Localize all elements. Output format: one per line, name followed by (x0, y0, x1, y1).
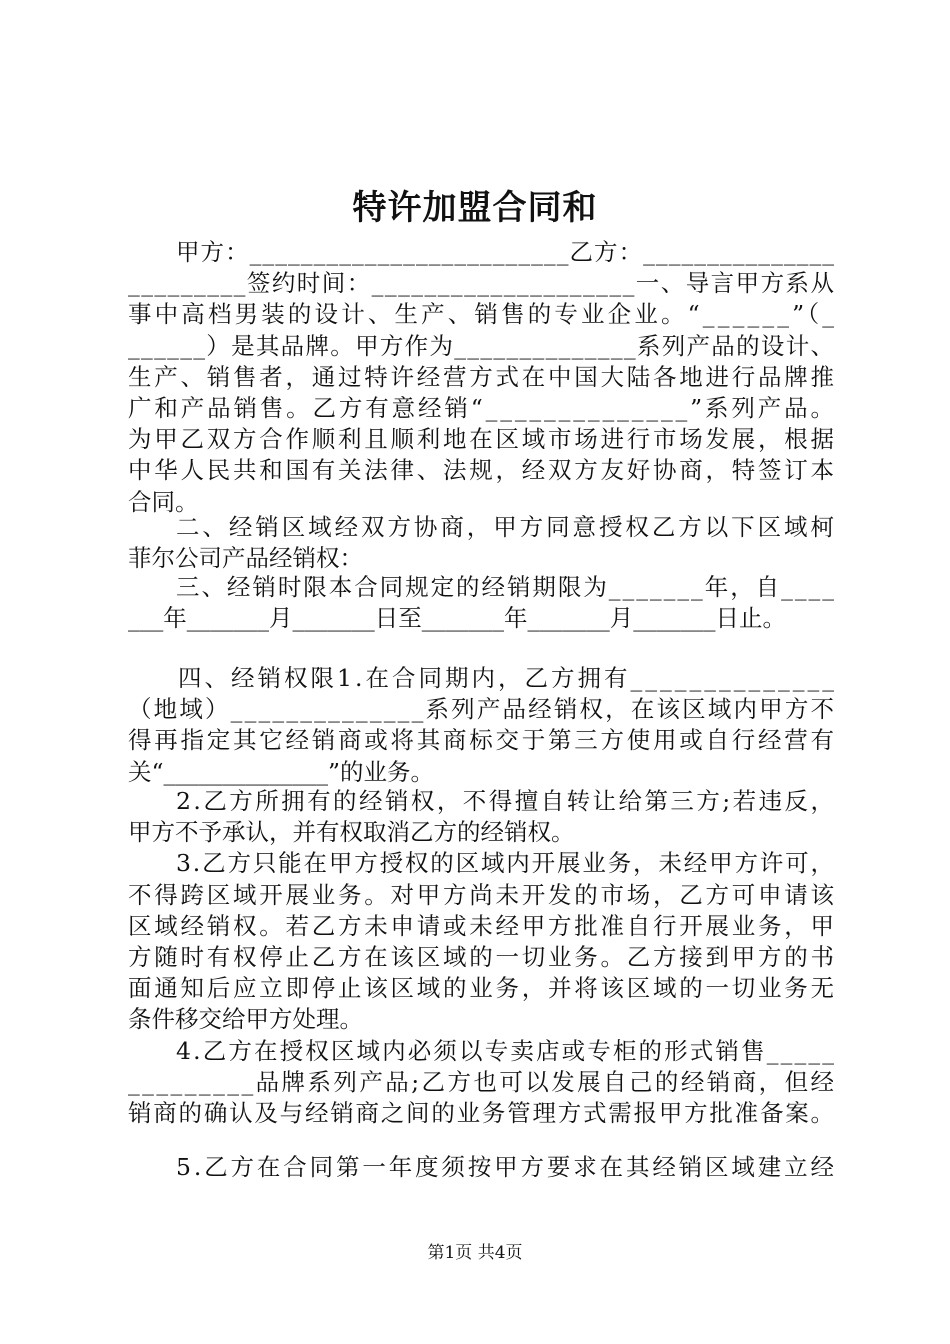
section-four (128, 663, 838, 788)
section-clauses (128, 786, 837, 1129)
text-line: 甲方不予承认，并有权取消乙方的经销权。 (128, 818, 575, 847)
text-line: _________品牌系列产品;乙方也可以发展自己的经销商，但经 (128, 1067, 837, 1096)
text-line: 条件移交给甲方处理。 (128, 1005, 363, 1034)
text-line: 合同。 (128, 487, 199, 516)
text-line: 广和产品销售。乙方有意经销“______________”系列产品。 (128, 393, 837, 422)
text-line: 甲方：_________________________乙方：_______________ (176, 238, 836, 266)
text-line: ______）是其品牌。甲方作为______________系列产品的设计、 (128, 331, 836, 360)
text-line: 生产、销售者，通过特许经营方式在中国大陆各地进行品牌推 (128, 362, 837, 391)
text-line: 得再指定其它经销商或将其商标交于第三方使用或自行经营有 (128, 726, 837, 755)
text-line: 菲尔公司产品经销权： (128, 544, 363, 573)
page-footer: 第1页 共4页 (427, 1243, 523, 1263)
text-line: 销商的确认及与经销商之间的业务管理方式需报甲方批准备案。 (128, 1098, 836, 1127)
text-line: 4.乙方在授权区域内必须以专卖店或专柜的形式销售_____ (176, 1036, 837, 1065)
section-three (128, 572, 834, 634)
text-line: 不得跨区域开展业务。对甲方尚未开发的市场，乙方可申请该 (128, 880, 837, 909)
section-clause-five (128, 1152, 837, 1183)
document-title: 特许加盟合同和 (352, 188, 598, 228)
text-line: （地域）______________系列产品经销权，在该区域内甲方不 (128, 695, 837, 724)
text-line: 三、经销时限本合同规定的经销期限为_______年，自____ (176, 573, 836, 601)
text-line: 四、经销权限1.在合同期内，乙方拥有______________ (178, 664, 838, 692)
text-line: 3.乙方只能在甲方授权的区域内开展业务，未经甲方许可， (176, 849, 836, 878)
section-two (128, 512, 837, 574)
text-line: 事中高档男装的设计、生产、销售的专业企业。“______”（_ (128, 300, 838, 329)
text-line: 关“______________”的业务。 (128, 757, 435, 786)
text-line: 二、经销区域经双方协商，甲方同意授权乙方以下区域柯 (176, 513, 837, 541)
section-intro (128, 237, 838, 518)
text-line: ___年_______月_______日至_______年_______月_______日止。 (128, 604, 786, 633)
text-line: 中华人民共和国有关法律、法规，经双方友好协商，特签订本 (128, 456, 837, 485)
text-line: 面通知后应立即停止该区域的业务，并将该区域的一切业务无 (128, 974, 837, 1003)
text-line: 5.乙方在合同第一年度须按甲方要求在其经销区域建立经 (176, 1153, 837, 1181)
text-line: 为甲乙双方合作顺利且顺利地在区域市场进行市场发展，根据 (128, 425, 837, 454)
text-line: 区域经销权。若乙方未申请或未经甲方批准自行开展业务，甲 (128, 911, 837, 940)
text-line: 2.乙方所拥有的经销权，不得擅自转让给第三方;若违反， (176, 787, 837, 815)
text-line: 方随时有权停止乙方在该区域的一切业务。乙方接到甲方的书 (128, 942, 837, 971)
text-line: _________签约时间：____________________一、导言甲方系从 (128, 269, 836, 298)
